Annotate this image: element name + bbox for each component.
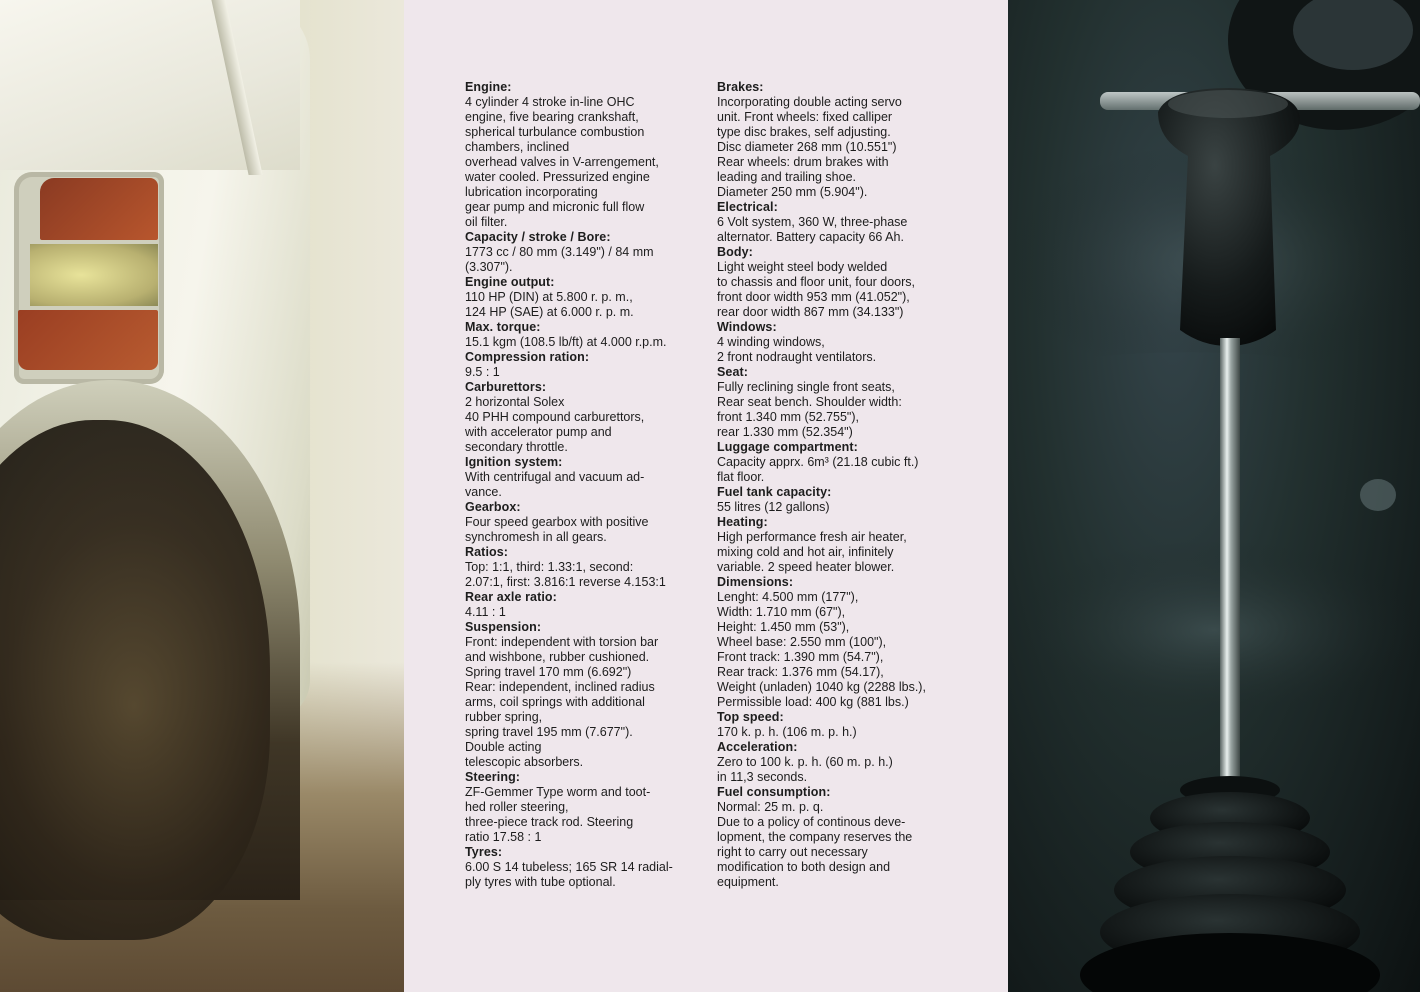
spec-text: 110 HP (DIN) at 5.800 r. p. m., 124 HP (SAE) at 6.000 r. p. m. bbox=[465, 290, 634, 319]
spec-heading: Ratios: bbox=[465, 545, 509, 559]
spec-block bbox=[717, 320, 941, 365]
spec-heading: Heating: bbox=[717, 515, 768, 529]
spec-text: 170 k. p. h. (106 m. p. h.) bbox=[717, 725, 857, 739]
spec-block bbox=[717, 365, 941, 440]
spec-text: Capacity apprx. 6m³ (21.18 cubic ft.) flat floor. bbox=[717, 455, 919, 484]
spec-block bbox=[717, 515, 941, 575]
spec-heading: Steering: bbox=[465, 770, 521, 784]
spec-block bbox=[465, 770, 689, 845]
spec-block bbox=[465, 845, 689, 890]
spec-block bbox=[465, 455, 689, 500]
spec-text: 15.1 kgm (108.5 lb/ft) at 4.000 r.p.m. bbox=[465, 335, 667, 349]
spec-heading: Body: bbox=[717, 245, 753, 259]
spec-heading: Carburettors: bbox=[465, 380, 547, 394]
spec-text: 9.5 : 1 bbox=[465, 365, 500, 379]
spec-block bbox=[717, 80, 941, 200]
spec-heading: Seat: bbox=[717, 365, 749, 379]
spec-column-right bbox=[717, 80, 941, 890]
spec-text: 4 cylinder 4 stroke in-line OHC engine, five bearing crankshaft, spherical turbulance combustion chambers, inclined overhead valves in V-arrengement, water cooled. Pressurized engine lubrication incorporating gear pump and micronic full flow oil filter. bbox=[465, 95, 659, 229]
spec-text: Fully reclining single front seats, Rear seat bench. Shoulder width: front 1.340 mm (52.755"), rear 1.330 mm (52.354") bbox=[717, 380, 902, 439]
spec-heading: Acceleration: bbox=[717, 740, 798, 754]
spec-heading: Tyres: bbox=[465, 845, 503, 859]
spec-block bbox=[465, 350, 689, 380]
spec-block bbox=[717, 575, 941, 710]
spec-block bbox=[465, 545, 689, 590]
spec-text: Normal: 25 m. p. q. Due to a policy of continous deve- lopment, the company reserves the right to carry out necessary modification to both design and equipment. bbox=[717, 800, 913, 889]
specifications-panel bbox=[404, 0, 1008, 992]
spec-block bbox=[717, 740, 941, 785]
spec-block bbox=[717, 485, 941, 515]
spec-block bbox=[717, 440, 941, 485]
spec-heading: Electrical: bbox=[717, 200, 778, 214]
spec-block bbox=[717, 200, 941, 245]
tail-light-bottom-lens bbox=[18, 310, 158, 370]
spec-heading: Fuel tank capacity: bbox=[717, 485, 832, 499]
car-rear-photo bbox=[0, 0, 404, 992]
spec-heading: Ignition system: bbox=[465, 455, 563, 469]
spec-block bbox=[717, 710, 941, 740]
spec-heading: Windows: bbox=[717, 320, 777, 334]
gear-stick-photo bbox=[1008, 0, 1420, 992]
spec-column-left bbox=[465, 80, 689, 890]
spec-text: Light weight steel body welded to chassis and floor unit, four doors, front door width 953 mm (41.052"), rear door width 867 mm (34.133") bbox=[717, 260, 916, 319]
spec-text: 4.11 : 1 bbox=[465, 605, 506, 619]
spec-heading: Engine output: bbox=[465, 275, 555, 289]
spec-text: Top: 1:1, third: 1.33:1, second: 2.07:1, first: 3.816:1 reverse 4.153:1 bbox=[465, 560, 666, 589]
spec-heading: Engine: bbox=[465, 80, 512, 94]
spec-block bbox=[465, 320, 689, 350]
spec-text: Incorporating double acting servo unit. Front wheels: fixed calliper type disc brakes, self adjusting. Disc diameter 268 mm (10.551") Rear wheels: drum brakes with leading and trailing shoe. Diameter 250 mm (5.904"). bbox=[717, 95, 902, 199]
spec-block bbox=[465, 620, 689, 770]
spec-text: 1773 cc / 80 mm (3.149") / 84 mm (3.307"). bbox=[465, 245, 654, 274]
spec-heading: Fuel consumption: bbox=[717, 785, 831, 799]
spec-heading: Dimensions: bbox=[717, 575, 794, 589]
spec-heading: Suspension: bbox=[465, 620, 542, 634]
spec-heading: Top speed: bbox=[717, 710, 784, 724]
spec-heading: Luggage compartment: bbox=[717, 440, 858, 454]
spec-block bbox=[465, 500, 689, 545]
tail-light-top-lens bbox=[40, 178, 158, 240]
spec-heading: Max. torque: bbox=[465, 320, 541, 334]
spec-text: Zero to 100 k. p. h. (60 m. p. h.) in 11,3 seconds. bbox=[717, 755, 893, 784]
tail-light-middle-lens bbox=[30, 244, 158, 306]
spec-heading: Capacity / stroke / Bore: bbox=[465, 230, 611, 244]
spec-text: ZF-Gemmer Type worm and toot- hed roller steering, three-piece track rod. Steering ratio 17.58 : 1 bbox=[465, 785, 651, 844]
spec-heading: Brakes: bbox=[717, 80, 764, 94]
gear-stick-illustration bbox=[1008, 0, 1420, 992]
spec-text: 2 horizontal Solex 40 PHH compound carburettors, with accelerator pump and secondary throttle. bbox=[465, 395, 645, 454]
spec-block bbox=[465, 380, 689, 455]
spec-text: Four speed gearbox with positive synchromesh in all gears. bbox=[465, 515, 649, 544]
spec-block bbox=[465, 230, 689, 275]
spec-text: Front: independent with torsion bar and wishbone, rubber cushioned. Spring travel 170 mm (6.692") Rear: independent, inclined radius arms, coil springs with additional rubber spring, spring travel 195 mm (7.677"). Double acting telescopic absorbers. bbox=[465, 635, 659, 769]
spec-heading: Gearbox: bbox=[465, 500, 521, 514]
spec-block bbox=[465, 590, 689, 620]
spec-text: Lenght: 4.500 mm (177"), Width: 1.710 mm (67"), Height: 1.450 mm (53"), Wheel base: 2.550 mm (100"), Front track: 1.390 mm (54.7"), Rear track: 1.376 mm (54.17), Weight (unladen) 1040 kg (2288 lbs.), Permissible load: 400 kg (881 lbs.) bbox=[717, 590, 926, 709]
spec-block bbox=[465, 80, 689, 230]
spec-text: 6 Volt system, 360 W, three-phase alternator. Battery capacity 66 Ah. bbox=[717, 215, 908, 244]
spec-heading: Compression ration: bbox=[465, 350, 590, 364]
spec-text: 55 litres (12 gallons) bbox=[717, 500, 830, 514]
spec-block bbox=[465, 275, 689, 320]
spec-text: 6.00 S 14 tubeless; 165 SR 14 radial- ply tyres with tube optional. bbox=[465, 860, 673, 889]
spec-heading: Rear axle ratio: bbox=[465, 590, 557, 604]
spec-block bbox=[717, 245, 941, 320]
spec-text: 4 winding windows, 2 front nodraught ventilators. bbox=[717, 335, 877, 364]
spec-text: With centrifugal and vacuum ad- vance. bbox=[465, 470, 645, 499]
spec-text: High performance fresh air heater, mixing cold and hot air, infinitely variable. 2 speed heater blower. bbox=[717, 530, 907, 574]
spec-block bbox=[717, 785, 941, 890]
